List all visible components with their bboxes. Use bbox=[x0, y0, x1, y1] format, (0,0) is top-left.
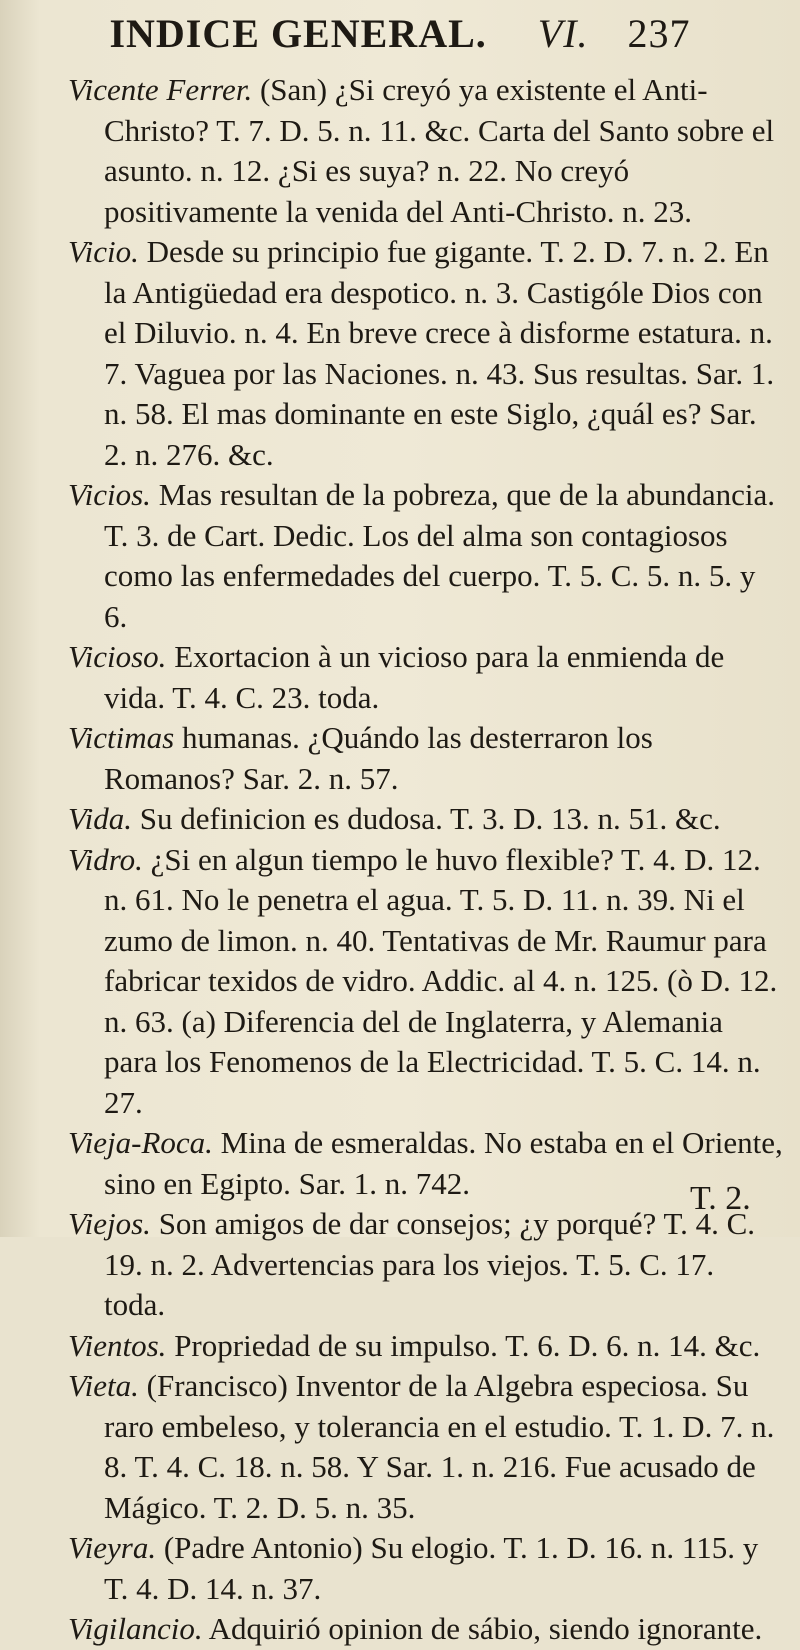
index-entry bbox=[68, 475, 783, 637]
entry-text: Adquirió opinion de sábio, siendo ignorante. bbox=[202, 1611, 763, 1646]
entry-term: Vieyra. bbox=[68, 1530, 157, 1565]
entry-term: Vidro. bbox=[68, 841, 143, 877]
entry-term: Vieja-Roca. bbox=[68, 1125, 213, 1160]
index-entry bbox=[68, 1528, 783, 1609]
entry-text: Mas resultan de la pobreza, que de la abundancia. T. 3. de Cart. Dedic. Los del alma son contagiosos como las enfermedades del cuerpo. T. 5. C. 5. n. 5. y 6. bbox=[104, 477, 775, 634]
index-entry bbox=[68, 718, 783, 799]
entry-text: ¿Si en algun tiempo le huvo flexible? T. 4. D. 12. n. 61. No le penetra el agua. T. 5. D. 11. n. 39. Ni el zumo de limon. n. 40. Tentativas de Mr. Raumur para fabricar texidos de vidro. Addic. al 4. n. 125. (ò D. 12. n. 63. (a) Diferencia del de Inglaterra, y Alemania para los Fenomenos de la Electricidad. T. 5. C. 14. n. 27. bbox=[104, 841, 778, 1120]
entry-text: Su definicion es dudosa. T. 3. D. 13. n. 51. &c. bbox=[132, 801, 721, 836]
entry-text: Propriedad de su impulso. T. 6. D. 6. n. 14. &c. bbox=[166, 1327, 761, 1363]
entry-term: Vicioso. bbox=[68, 639, 167, 674]
entry-text: (Padre Antonio) Su elogio. T. 1. D. 16. n. 115. y T. 4. D. 14. n. 37. bbox=[104, 1530, 759, 1606]
header-title: INDICE GENERAL. bbox=[109, 11, 487, 56]
entry-text: (Francisco) Inventor de la Algebra especiosa. Su raro embeleso, y tolerancia en el estudio. T. 1. D. 7. n. 8. T. 4. C. 18. n. 58. Y Sar. 1. n. 216. Fue acusado de Mágico. T. 2. D. 5. n. 35. bbox=[104, 1368, 775, 1525]
entry-term: Vientos. bbox=[68, 1327, 167, 1363]
index-entry bbox=[68, 232, 783, 475]
entry-text: (San) ¿Si creyó ya existente el Anti-Christo? T. 7. D. 5. n. 11. &c. Carta del Santo sobre el asunto. n. 12. ¿Si es suya? n. 22. No creyó positivamente la venida del Anti-Christo. n. 23. bbox=[104, 72, 775, 229]
index-entry bbox=[68, 70, 783, 232]
catchword: T. 2. bbox=[690, 1180, 751, 1217]
index-entry bbox=[68, 799, 783, 840]
index-entry bbox=[68, 1204, 783, 1326]
entry-term: Vicente Ferrer. bbox=[68, 72, 253, 107]
index-entry bbox=[68, 840, 783, 1124]
running-header bbox=[0, 10, 800, 57]
entry-text: Mina de esmeraldas. No estaba en el Oriente, sino en Egipto. Sar. 1. n. 742. bbox=[104, 1125, 783, 1201]
entry-term: Vida. bbox=[68, 801, 132, 836]
entry-text: Desde su principio fue gigante. T. 2. D. 7. n. 2. En la Antigüedad era despotico. n. 3. Castigóle Dios con el Diluvio. n. 4. En breve crece à disforme estatura. n. 7. Vaguea por las Naciones. n. 43. Sus resultas. Sar. 1. n. 58. El mas dominante en este Siglo, ¿quál es? Sar. 2. n. 276. &c. bbox=[104, 234, 775, 472]
entry-term: Viejos. bbox=[68, 1206, 151, 1241]
index-entry bbox=[68, 1609, 783, 1650]
index-entry bbox=[68, 1366, 783, 1528]
entry-term: Vigilancio. bbox=[68, 1611, 203, 1646]
entry-text: humanas. ¿Quándo las desterraron los Romanos? Sar. 2. n. 57. bbox=[104, 720, 653, 796]
entry-term: Vicios. bbox=[68, 477, 151, 512]
index-entry bbox=[68, 637, 783, 718]
entry-text: Exortacion à un vicioso para la enmienda de vida. T. 4. C. 23. toda. bbox=[104, 639, 725, 715]
index-entries bbox=[68, 70, 783, 1650]
entry-term: Vicio. bbox=[68, 234, 139, 269]
entry-term: Vieta. bbox=[68, 1368, 139, 1403]
index-entry bbox=[68, 1326, 783, 1367]
index-entry bbox=[68, 1123, 783, 1204]
entry-term: Victimas bbox=[68, 720, 175, 755]
entry-text: Son amigos de dar consejos; ¿y porqué? T. 4. C. 19. n. 2. Advertencias para los viejos. T. 5. C. 17. toda. bbox=[104, 1206, 756, 1322]
header-volume: VI. bbox=[537, 11, 589, 56]
page-number: 237 bbox=[627, 11, 691, 56]
